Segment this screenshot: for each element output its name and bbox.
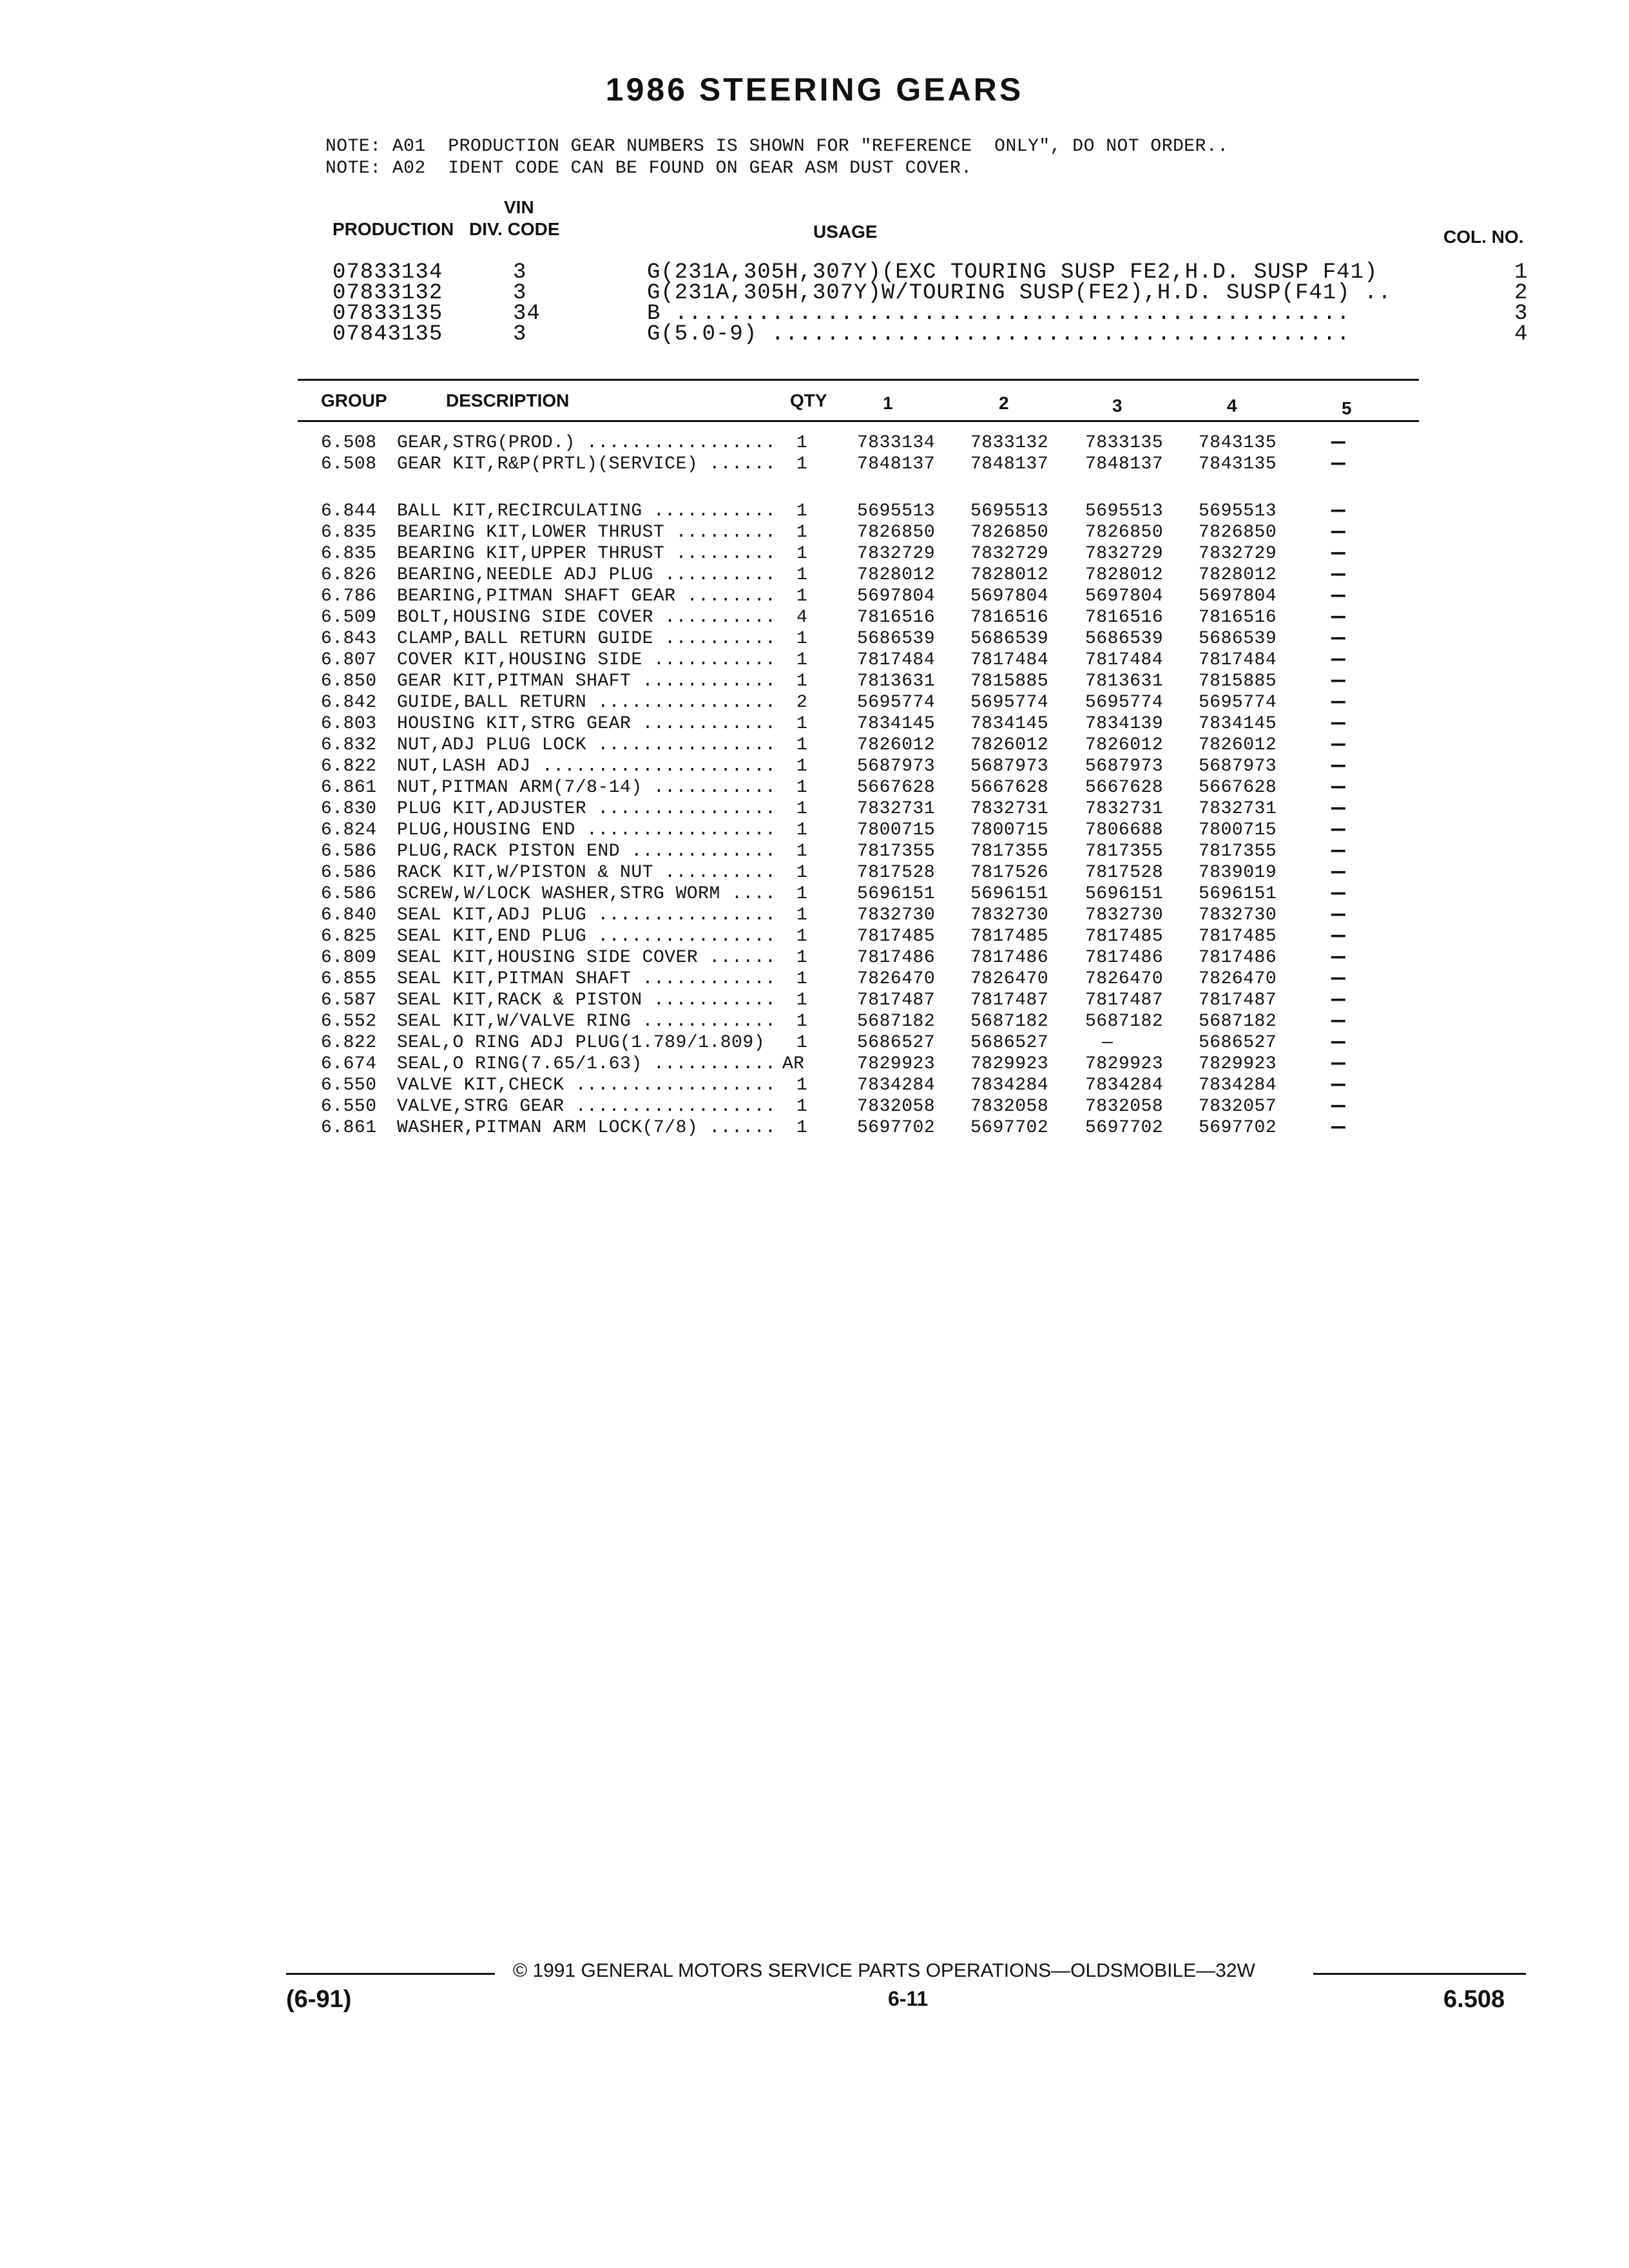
group-cell: 6.586 xyxy=(321,841,377,861)
col5-cell: — xyxy=(1331,668,1346,694)
col1-cell: 7834284 xyxy=(857,1075,936,1095)
col3-cell: 7826850 xyxy=(1085,523,1164,543)
description-cell: NUT,PITMAN ARM(7/8-14) ........... xyxy=(397,778,776,798)
col2-cell: 5697702 xyxy=(970,1118,1049,1138)
col4-cell: 5686527 xyxy=(1199,1033,1277,1053)
group-cell: 6.809 xyxy=(321,948,377,968)
qty-cell: 1 xyxy=(796,1033,808,1053)
col4-cell: 7834145 xyxy=(1199,714,1277,734)
group-cell: 6.586 xyxy=(321,863,377,883)
col1-cell: 5687973 xyxy=(857,756,936,776)
col2-cell: 7832730 xyxy=(970,905,1049,925)
qty-cell: 1 xyxy=(796,501,808,521)
col5-cell: — xyxy=(1331,944,1346,970)
col3-cell: 7817486 xyxy=(1085,948,1164,968)
col5-cell: — xyxy=(1331,519,1346,545)
group-cell: 6.552 xyxy=(321,1012,377,1032)
col3-cell: 7832730 xyxy=(1085,905,1164,925)
usage-text: G(5.0-9) .......................................... xyxy=(647,322,1351,347)
col1-cell: 7817355 xyxy=(857,841,936,861)
note-a02: NOTE: A02 IDENT CODE CAN BE FOUND ON GEAR ASM DUST COVER. xyxy=(325,159,972,178)
col1-cell: 5697804 xyxy=(857,586,936,606)
col5-cell: — xyxy=(1331,625,1346,651)
col1-cell: 7826470 xyxy=(857,969,936,989)
col1-cell: 7817485 xyxy=(857,927,936,947)
col3-cell: 7817355 xyxy=(1085,841,1164,861)
production-number: 07833135 xyxy=(333,302,443,326)
col3-cell: 7834284 xyxy=(1085,1075,1164,1095)
qty-cell: 1 xyxy=(796,433,808,453)
qty-cell: 1 xyxy=(796,948,808,968)
description-cell: GEAR KIT,R&P(PRTL)(SERVICE) ...... xyxy=(397,454,776,474)
group-header: GROUP xyxy=(321,390,387,410)
col5-cell: — xyxy=(1331,859,1346,885)
vin-header: VIN xyxy=(504,197,534,217)
col2-cell: 7817484 xyxy=(970,650,1049,670)
col4-cell: 5697804 xyxy=(1199,586,1277,606)
col1-cell: 7834145 xyxy=(857,714,936,734)
col2-cell: 7829923 xyxy=(970,1054,1049,1074)
col5-cell: — xyxy=(1331,838,1346,864)
description-cell: SEAL KIT,PITMAN SHAFT ............ xyxy=(397,969,776,989)
col2-cell: 7834145 xyxy=(970,714,1049,734)
description-cell: SEAL,O RING(7.65/1.63) ........... xyxy=(397,1054,776,1074)
qty-cell: AR xyxy=(782,1054,805,1074)
col5-cell: — xyxy=(1331,429,1346,456)
col3-cell: 5667628 xyxy=(1085,778,1164,798)
group-cell: 6.843 xyxy=(321,629,377,649)
col4-cell: 5667628 xyxy=(1199,778,1277,798)
col3-cell: 5686539 xyxy=(1085,629,1164,649)
qty-cell: 1 xyxy=(796,884,808,904)
col1-cell: 5686527 xyxy=(857,1033,936,1053)
description-cell: SEAL KIT,HOUSING SIDE COVER ...... xyxy=(397,948,776,968)
col4-cell: 7826012 xyxy=(1199,735,1277,755)
column-number: 2 xyxy=(1514,281,1528,305)
column-number: 4 xyxy=(1514,322,1528,347)
col5-cell: — xyxy=(1331,689,1346,715)
group-cell: 6.824 xyxy=(321,820,377,840)
description-cell: COVER KIT,HOUSING SIDE ........... xyxy=(397,650,776,670)
col1-cell: 7826012 xyxy=(857,735,936,755)
col5-cell: — xyxy=(1331,923,1346,949)
footer-copyright: © 1991 GENERAL MOTORS SERVICE PARTS OPERATIONS—OLDSMOBILE—32W xyxy=(513,1960,1255,1981)
qty-cell: 1 xyxy=(796,544,808,564)
group-cell: 6.803 xyxy=(321,714,377,734)
qty-cell: 2 xyxy=(796,693,808,713)
col4-cell: 5695513 xyxy=(1199,501,1277,521)
description-cell: GEAR KIT,PITMAN SHAFT ............ xyxy=(397,671,776,691)
col1-cell: 7817486 xyxy=(857,948,936,968)
table-header-rule xyxy=(298,420,1419,422)
qty-header: QTY xyxy=(790,390,827,410)
col5-cell: — xyxy=(1331,1072,1346,1098)
usage-text: G(231A,305H,307Y)W/TOURING SUSP(FE2),H.D. SUSP(F41) .. xyxy=(647,281,1392,305)
col5-header: 5 xyxy=(1342,398,1352,418)
description-cell: SEAL,O RING ADJ PLUG(1.789/1.809) xyxy=(397,1033,765,1053)
col2-cell: 7817526 xyxy=(970,863,1049,883)
group-cell: 6.835 xyxy=(321,544,377,564)
col1-cell: 7829923 xyxy=(857,1054,936,1074)
group-cell: 6.861 xyxy=(321,778,377,798)
group-cell: 6.550 xyxy=(321,1075,377,1095)
col1-cell: 7800715 xyxy=(857,820,936,840)
description-cell: SEAL KIT,ADJ PLUG ................ xyxy=(397,905,776,925)
col4-cell: 7817486 xyxy=(1199,948,1277,968)
col3-cell: 7816516 xyxy=(1085,608,1164,628)
col1-cell: 5687182 xyxy=(857,1012,936,1032)
col5-cell: — xyxy=(1331,710,1346,736)
qty-cell: 1 xyxy=(796,565,808,585)
col2-cell: 5695513 xyxy=(970,501,1049,521)
description-cell: GEAR,STRG(PROD.) ................. xyxy=(397,433,776,453)
qty-cell: 1 xyxy=(796,1097,808,1117)
col1-cell: 7848137 xyxy=(857,454,936,474)
col4-cell: 7826850 xyxy=(1199,523,1277,543)
col3-cell: 5695513 xyxy=(1085,501,1164,521)
col4-cell: 7816516 xyxy=(1199,608,1277,628)
qty-cell: 1 xyxy=(796,990,808,1010)
col4-cell: 7832731 xyxy=(1199,799,1277,819)
qty-cell: 1 xyxy=(796,586,808,606)
col3-cell: 7817528 xyxy=(1085,863,1164,883)
description-cell: CLAMP,BALL RETURN GUIDE .......... xyxy=(397,629,776,649)
div-code: 3 xyxy=(513,260,527,285)
col5-cell: — xyxy=(1331,795,1346,822)
col3-cell: 7834139 xyxy=(1085,714,1164,734)
col1-cell: 7817528 xyxy=(857,863,936,883)
col1-cell: 7832729 xyxy=(857,544,936,564)
col4-cell: 7817355 xyxy=(1199,841,1277,861)
div-code-header: DIV. CODE xyxy=(469,219,560,239)
col2-cell: 7826470 xyxy=(970,969,1049,989)
col5-cell: — xyxy=(1331,497,1346,524)
footer-group-number: 6.508 xyxy=(1443,1986,1505,2013)
col2-cell: 7828012 xyxy=(970,565,1049,585)
qty-cell: 1 xyxy=(796,863,808,883)
col1-cell: 7833134 xyxy=(857,433,936,453)
description-cell: PLUG,HOUSING END ................. xyxy=(397,820,776,840)
col5-cell: — xyxy=(1331,753,1346,779)
col1-cell: 7813631 xyxy=(857,671,936,691)
description-cell: PLUG,RACK PISTON END ............. xyxy=(397,841,776,861)
col5-cell: — xyxy=(1331,731,1346,758)
col4-header: 4 xyxy=(1227,396,1237,416)
col2-cell: 7817486 xyxy=(970,948,1049,968)
col4-cell: 5687182 xyxy=(1199,1012,1277,1032)
col2-cell: 7817355 xyxy=(970,841,1049,861)
div-code: 3 xyxy=(513,322,527,347)
description-cell: GUIDE,BALL RETURN ................ xyxy=(397,693,776,713)
group-cell: 6.508 xyxy=(321,454,377,474)
col3-cell: 7828012 xyxy=(1085,565,1164,585)
col5-cell: — xyxy=(1331,540,1346,566)
col4-cell: 5687973 xyxy=(1199,756,1277,776)
qty-cell: 1 xyxy=(796,735,808,755)
col2-cell: 7817487 xyxy=(970,990,1049,1010)
group-cell: 6.840 xyxy=(321,905,377,925)
footer-page-number: 6-11 xyxy=(888,1987,929,2010)
col2-cell: 7815885 xyxy=(970,671,1049,691)
col1-cell: 7816516 xyxy=(857,608,936,628)
column-number: 1 xyxy=(1514,260,1528,285)
col5-cell: — xyxy=(1331,774,1346,800)
col3-cell: 7832729 xyxy=(1085,544,1164,564)
group-cell: 6.550 xyxy=(321,1097,377,1117)
footer-date-code: (6-91) xyxy=(286,1986,352,2013)
col4-cell: 7832730 xyxy=(1199,905,1277,925)
col4-cell: 7834284 xyxy=(1199,1075,1277,1095)
production-header: PRODUCTION xyxy=(333,219,454,239)
col3-cell: 7817485 xyxy=(1085,927,1164,947)
qty-cell: 1 xyxy=(796,671,808,691)
col4-cell: 5695774 xyxy=(1199,693,1277,713)
group-cell: 6.587 xyxy=(321,990,377,1010)
col4-cell: 7817487 xyxy=(1199,990,1277,1010)
col5-cell: — xyxy=(1331,450,1346,477)
group-cell: 6.822 xyxy=(321,1033,377,1053)
col2-cell: 5687182 xyxy=(970,1012,1049,1032)
col3-cell: 5687182 xyxy=(1085,1012,1164,1032)
qty-cell: 1 xyxy=(796,454,808,474)
description-cell: SCREW,W/LOCK WASHER,STRG WORM .... xyxy=(397,884,776,904)
col5-cell: — xyxy=(1331,1029,1346,1055)
col2-cell: 7817485 xyxy=(970,927,1049,947)
col2-cell: 7832058 xyxy=(970,1097,1049,1117)
group-cell: 6.844 xyxy=(321,501,377,521)
qty-cell: 1 xyxy=(796,778,808,798)
col5-cell: — xyxy=(1331,646,1346,673)
group-cell: 6.508 xyxy=(321,433,377,453)
col1-cell: 5686539 xyxy=(857,629,936,649)
col1-cell: 5695774 xyxy=(857,693,936,713)
col4-cell: 7828012 xyxy=(1199,565,1277,585)
col5-cell: — xyxy=(1331,816,1346,843)
description-cell: SEAL KIT,RACK & PISTON ........... xyxy=(397,990,776,1010)
col2-cell: 5696151 xyxy=(970,884,1049,904)
group-cell: 6.861 xyxy=(321,1118,377,1138)
col2-cell: 5667628 xyxy=(970,778,1049,798)
group-cell: 6.822 xyxy=(321,756,377,776)
qty-cell: 1 xyxy=(796,820,808,840)
col3-cell: 7832058 xyxy=(1085,1097,1164,1117)
footer-rule-left xyxy=(286,1973,495,1975)
col5-cell: — xyxy=(1331,1008,1346,1034)
col2-cell: 5695774 xyxy=(970,693,1049,713)
col1-cell: 7817484 xyxy=(857,650,936,670)
col1-cell: 7826850 xyxy=(857,523,936,543)
production-number: 07833132 xyxy=(333,281,443,305)
col4-cell: 7839019 xyxy=(1199,863,1277,883)
qty-cell: 1 xyxy=(796,905,808,925)
col3-cell: 5697702 xyxy=(1085,1118,1164,1138)
col1-cell: 5696151 xyxy=(857,884,936,904)
qty-cell: 1 xyxy=(796,969,808,989)
col2-header: 2 xyxy=(999,393,1009,413)
col4-cell: 7826470 xyxy=(1199,969,1277,989)
description-cell: BEARING KIT,UPPER THRUST ......... xyxy=(397,544,776,564)
col4-cell: 7817485 xyxy=(1199,927,1277,947)
col2-cell: 5697804 xyxy=(970,586,1049,606)
col3-cell: 5695774 xyxy=(1085,693,1164,713)
description-cell: BEARING KIT,LOWER THRUST ......... xyxy=(397,523,776,543)
description-cell: BEARING,NEEDLE ADJ PLUG .......... xyxy=(397,565,776,585)
qty-cell: 1 xyxy=(796,714,808,734)
col3-cell: 7832731 xyxy=(1085,799,1164,819)
col1-cell: 7817487 xyxy=(857,990,936,1010)
col4-cell: 7800715 xyxy=(1199,820,1277,840)
col1-cell: 5667628 xyxy=(857,778,936,798)
col5-cell: — xyxy=(1331,1114,1346,1140)
col5-cell: — xyxy=(1331,986,1346,1013)
usage-text: B ................................................. xyxy=(647,302,1351,326)
col3-cell: 7826012 xyxy=(1085,735,1164,755)
page-title: 1986 STEERING GEARS xyxy=(605,72,1024,108)
description-cell: RACK KIT,W/PISTON & NUT .......... xyxy=(397,863,776,883)
col4-cell: 5697702 xyxy=(1199,1118,1277,1138)
col4-cell: 7843135 xyxy=(1199,433,1277,453)
col5-cell: — xyxy=(1331,561,1346,588)
usage-text: G(231A,305H,307Y)(EXC TOURING SUSP FE2,H.D. SUSP F41) xyxy=(647,260,1378,285)
group-cell: 6.509 xyxy=(321,608,377,628)
group-cell: 6.674 xyxy=(321,1054,377,1074)
group-cell: 6.807 xyxy=(321,650,377,670)
col1-cell: 7832058 xyxy=(857,1097,936,1117)
group-cell: 6.832 xyxy=(321,735,377,755)
col4-cell: 7843135 xyxy=(1199,454,1277,474)
col3-cell: 7848137 xyxy=(1085,454,1164,474)
group-cell: 6.586 xyxy=(321,884,377,904)
col2-cell: 7834284 xyxy=(970,1075,1049,1095)
qty-cell: 1 xyxy=(796,629,808,649)
col2-cell: 7832731 xyxy=(970,799,1049,819)
description-cell: VALVE KIT,CHECK .................. xyxy=(397,1075,776,1095)
description-cell: NUT,LASH ADJ ..................... xyxy=(397,756,776,776)
div-code: 34 xyxy=(513,302,541,326)
col3-cell: 5687973 xyxy=(1085,756,1164,776)
col3-cell: — xyxy=(1102,1033,1113,1053)
col4-cell: 7815885 xyxy=(1199,671,1277,691)
group-cell: 6.826 xyxy=(321,565,377,585)
col1-cell: 7828012 xyxy=(857,565,936,585)
column-number: 3 xyxy=(1514,302,1528,326)
col5-cell: — xyxy=(1331,604,1346,630)
col3-cell: 5696151 xyxy=(1085,884,1164,904)
description-cell: SEAL KIT,END PLUG ................ xyxy=(397,927,776,947)
col3-cell: 7806688 xyxy=(1085,820,1164,840)
description-cell: BEARING,PITMAN SHAFT GEAR ........ xyxy=(397,586,776,606)
col1-header: 1 xyxy=(883,393,893,413)
col2-cell: 7833132 xyxy=(970,433,1049,453)
group-cell: 6.855 xyxy=(321,969,377,989)
col4-cell: 5686539 xyxy=(1199,629,1277,649)
qty-cell: 1 xyxy=(796,1118,808,1138)
col2-cell: 7826850 xyxy=(970,523,1049,543)
col4-cell: 7829923 xyxy=(1199,1054,1277,1074)
production-number: 07843135 xyxy=(333,322,443,347)
description-cell: BOLT,HOUSING SIDE COVER .......... xyxy=(397,608,776,628)
qty-cell: 1 xyxy=(796,523,808,543)
description-cell: BALL KIT,RECIRCULATING ........... xyxy=(397,501,776,521)
qty-cell: 1 xyxy=(796,927,808,947)
col5-cell: — xyxy=(1331,901,1346,928)
col5-cell: — xyxy=(1331,880,1346,907)
qty-cell: 1 xyxy=(796,799,808,819)
col-no-header: COL. NO. xyxy=(1443,227,1524,247)
group-cell: 6.835 xyxy=(321,523,377,543)
col2-cell: 7832729 xyxy=(970,544,1049,564)
production-number: 07833134 xyxy=(333,260,443,285)
description-cell: WASHER,PITMAN ARM LOCK(7/8) ...... xyxy=(397,1118,776,1138)
group-cell: 6.825 xyxy=(321,927,377,947)
description-cell: SEAL KIT,W/VALVE RING ............ xyxy=(397,1012,776,1032)
description-cell: PLUG KIT,ADJUSTER ................ xyxy=(397,799,776,819)
col3-cell: 7826470 xyxy=(1085,969,1164,989)
qty-cell: 1 xyxy=(796,650,808,670)
qty-cell: 1 xyxy=(796,756,808,776)
col3-cell: 7813631 xyxy=(1085,671,1164,691)
qty-cell: 4 xyxy=(796,608,808,628)
group-cell: 6.850 xyxy=(321,671,377,691)
col4-cell: 7832057 xyxy=(1199,1097,1277,1117)
usage-header: USAGE xyxy=(813,222,878,242)
col2-cell: 7816516 xyxy=(970,608,1049,628)
col2-cell: 5687973 xyxy=(970,756,1049,776)
col1-cell: 7832730 xyxy=(857,905,936,925)
col1-cell: 5697702 xyxy=(857,1118,936,1138)
col2-cell: 7826012 xyxy=(970,735,1049,755)
col3-cell: 5697804 xyxy=(1085,586,1164,606)
footer-rule-right xyxy=(1313,1973,1526,1975)
col5-cell: — xyxy=(1331,965,1346,992)
col5-cell: — xyxy=(1331,582,1346,609)
group-cell: 6.830 xyxy=(321,799,377,819)
description-cell: HOUSING KIT,STRG GEAR ............ xyxy=(397,714,776,734)
description-cell: NUT,ADJ PLUG LOCK ................ xyxy=(397,735,776,755)
col2-cell: 7848137 xyxy=(970,454,1049,474)
description-header: DESCRIPTION xyxy=(446,390,570,410)
col2-cell: 5686527 xyxy=(970,1033,1049,1053)
col4-cell: 5696151 xyxy=(1199,884,1277,904)
description-cell: VALVE,STRG GEAR .................. xyxy=(397,1097,776,1117)
div-code: 3 xyxy=(513,281,527,305)
col5-cell: — xyxy=(1331,1093,1346,1119)
col3-cell: 7817487 xyxy=(1085,990,1164,1010)
qty-cell: 1 xyxy=(796,1012,808,1032)
col2-cell: 7800715 xyxy=(970,820,1049,840)
qty-cell: 1 xyxy=(796,841,808,861)
col3-header: 3 xyxy=(1112,396,1123,416)
table-top-rule xyxy=(298,379,1419,381)
col3-cell: 7817484 xyxy=(1085,650,1164,670)
col4-cell: 7832729 xyxy=(1199,544,1277,564)
col4-cell: 7817484 xyxy=(1199,650,1277,670)
group-cell: 6.786 xyxy=(321,586,377,606)
col1-cell: 7832731 xyxy=(857,799,936,819)
qty-cell: 1 xyxy=(796,1075,808,1095)
col3-cell: 7829923 xyxy=(1085,1054,1164,1074)
col5-cell: — xyxy=(1331,1050,1346,1077)
col2-cell: 5686539 xyxy=(970,629,1049,649)
col3-cell: 7833135 xyxy=(1085,433,1164,453)
group-cell: 6.842 xyxy=(321,693,377,713)
note-a01: NOTE: A01 PRODUCTION GEAR NUMBERS IS SHOWN FOR "REFERENCE ONLY", DO NOT ORDER.. xyxy=(325,137,1229,157)
col1-cell: 5695513 xyxy=(857,501,936,521)
